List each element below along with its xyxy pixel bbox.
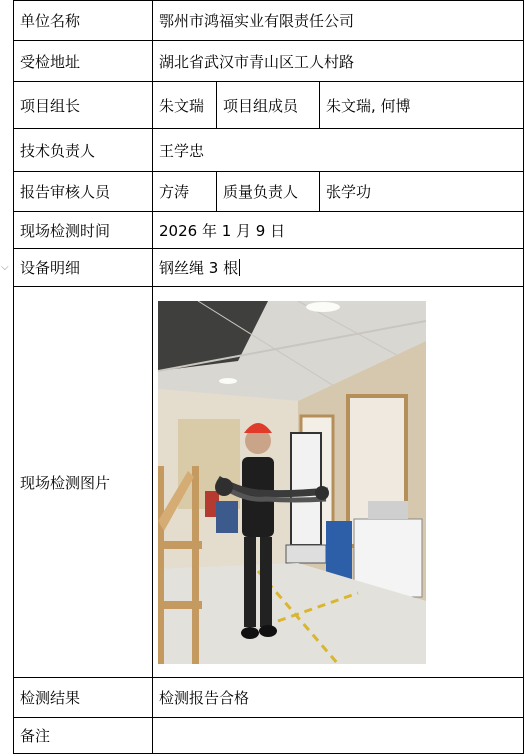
equipment-value: 钢丝绳 3 根 xyxy=(159,259,239,277)
photo-cell xyxy=(153,287,524,678)
site-inspection-photo[interactable] xyxy=(158,301,426,664)
leader-label: 项目组长 xyxy=(14,82,153,129)
row-tech xyxy=(14,129,524,172)
row-address xyxy=(14,41,524,82)
unit-label: 单位名称 xyxy=(14,1,153,41)
members-value[interactable]: 朱文瑞, 何博 xyxy=(320,82,524,129)
result-label: 检测结果 xyxy=(14,678,153,718)
time-label: 现场检测时间 xyxy=(14,212,153,249)
row-unit xyxy=(14,1,524,41)
remark-value[interactable] xyxy=(153,718,524,754)
photo-label: 现场检测图片 xyxy=(14,287,153,678)
remark-label: 备注 xyxy=(14,718,153,754)
row-equipment xyxy=(14,249,524,287)
equipment-label: 设备明细 xyxy=(14,249,153,287)
reviewer-value[interactable]: 方涛 xyxy=(153,172,217,212)
quality-value[interactable]: 张学功 xyxy=(320,172,524,212)
leader-value[interactable]: 朱文瑞 xyxy=(153,82,217,129)
time-value[interactable]: 2026 年 1 月 9 日 xyxy=(153,212,524,249)
row-time xyxy=(14,212,524,249)
inspection-report-table xyxy=(13,0,524,754)
address-value[interactable]: 湖北省武汉市青山区工人村路 xyxy=(153,41,524,82)
row-photo xyxy=(14,287,524,678)
chevron-right-icon: ⌵ xyxy=(1,262,9,273)
reviewer-label: 报告审核人员 xyxy=(14,172,153,212)
row-project-team xyxy=(14,82,524,129)
row-remark xyxy=(14,718,524,754)
unit-value[interactable]: 鄂州市鸿福实业有限责任公司 xyxy=(153,1,524,41)
row-result xyxy=(14,678,524,718)
result-value[interactable]: 检测报告合格 xyxy=(153,678,524,718)
tech-value[interactable]: 王学忠 xyxy=(153,129,524,172)
address-label: 受检地址 xyxy=(14,41,153,82)
text-cursor xyxy=(239,259,240,276)
row-reviewer xyxy=(14,172,524,212)
quality-label: 质量负责人 xyxy=(217,172,320,212)
tech-label: 技术负责人 xyxy=(14,129,153,172)
members-label: 项目组成员 xyxy=(217,82,320,129)
equipment-cell[interactable] xyxy=(153,249,524,287)
